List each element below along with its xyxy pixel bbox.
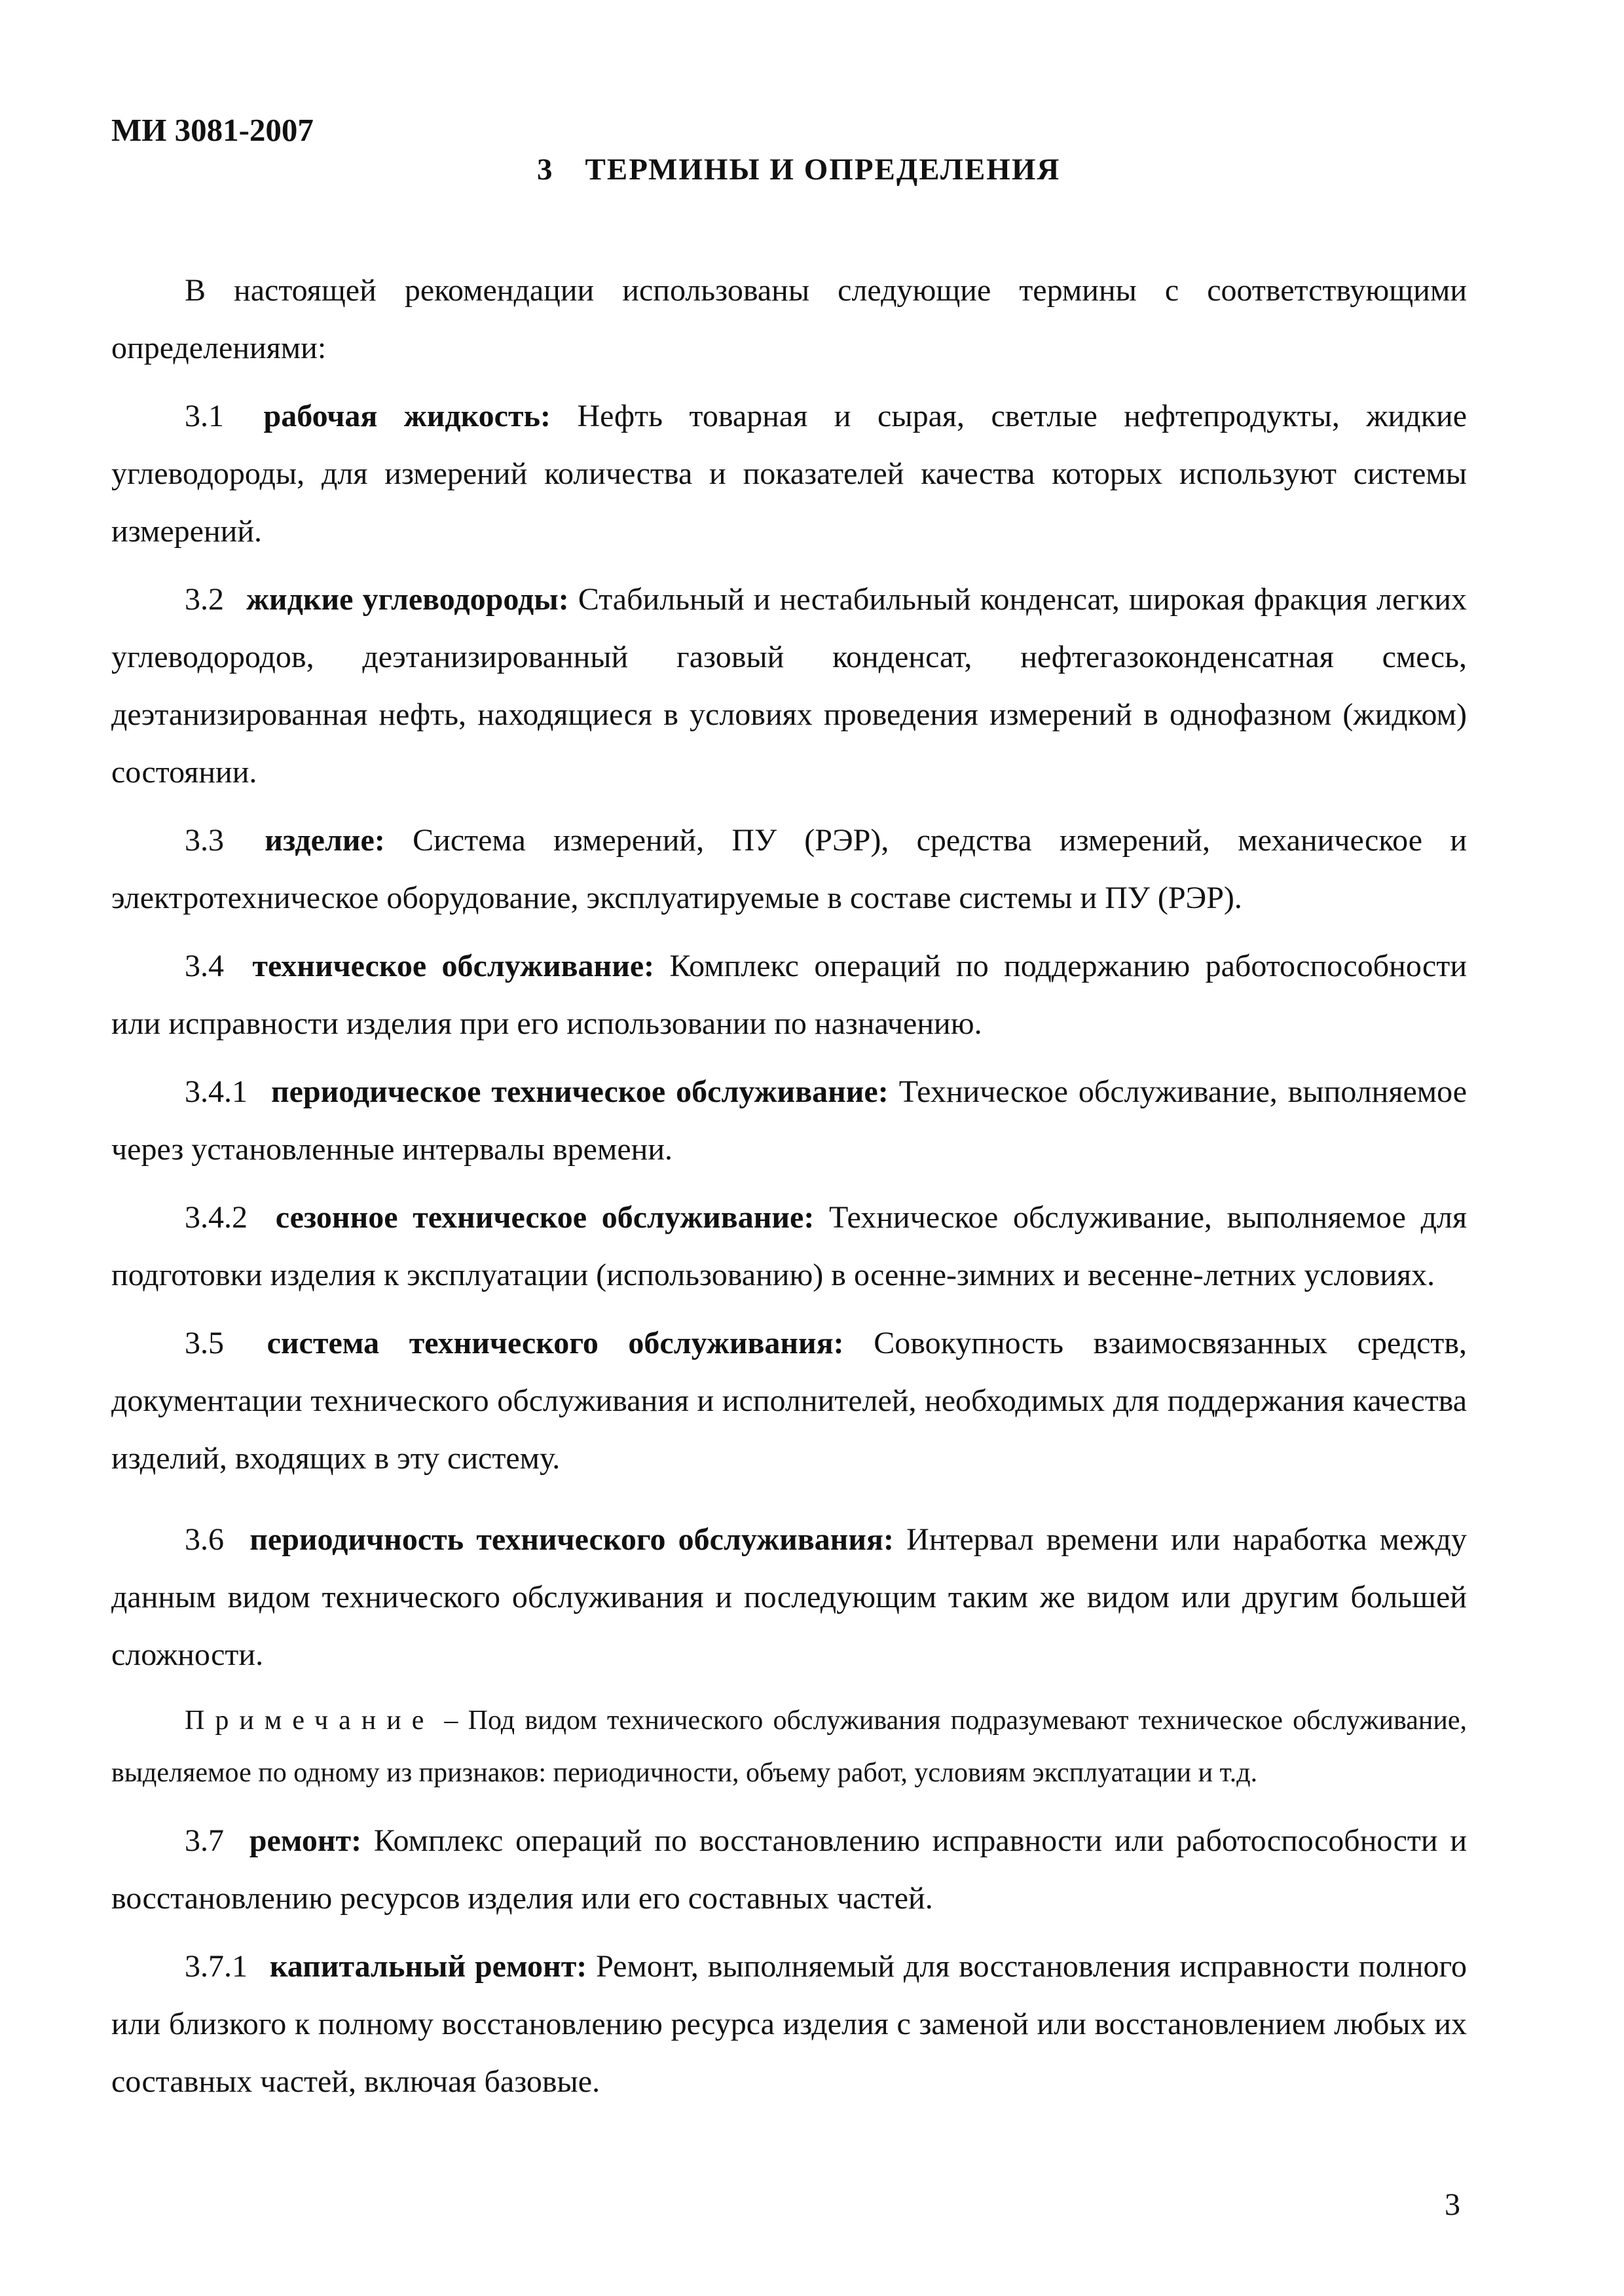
document-body	[111, 262, 1467, 2121]
term-name: система технического обслуживания:	[267, 1326, 844, 1360]
term-definition: Техническое обслуживание, выполняемое для подготовки изделия к эксплуатации (использованию) в осенне-зимних и весенне-летних условиях.	[111, 1200, 1467, 1292]
term-3-7	[111, 1812, 1467, 1927]
term-number: 3.7.1	[185, 1949, 248, 1984]
note-label: Примечание	[185, 1705, 435, 1736]
document-code: МИ 3081-2007	[111, 112, 314, 148]
term-number: 3.4	[185, 949, 224, 983]
term-number: 3.5	[185, 1326, 224, 1360]
term-definition: Совокупность взаимосвязанных средств, документации технического обслуживания и исполнителей, необходимых для поддержания качества изделий, входящих в эту систему.	[111, 1326, 1467, 1476]
intro-paragraph: В настоящей рекомендации использованы следующие термины с соответствующими определениями:	[111, 273, 1467, 365]
term-3-6	[111, 1511, 1467, 1684]
term-number: 3.1	[185, 399, 224, 433]
note-paragraph	[111, 1694, 1467, 1799]
term-definition: Комплекс операций по поддержанию работоспособности или исправности изделия при его использовании по назначению.	[111, 949, 1467, 1041]
term-number: 3.3	[185, 823, 224, 858]
page-number: 3	[1445, 2187, 1460, 2222]
term-name: рабочая жидкость:	[263, 399, 551, 433]
term-3-7-1	[111, 1938, 1467, 2111]
term-3-5	[111, 1315, 1467, 1487]
term-name: техническое обслуживание:	[252, 949, 655, 983]
term-name: периодичность технического обслуживания:	[249, 1522, 894, 1557]
term-name: капитальный ремонт:	[269, 1949, 587, 1984]
term-3-4-2	[111, 1189, 1467, 1304]
term-3-4	[111, 938, 1467, 1053]
term-name: сезонное техническое обслуживание:	[275, 1200, 815, 1235]
term-definition: Комплекс операций по восстановлению исправности или работоспособности и восстановлению ресурсов изделия или его составных частей.	[111, 1823, 1467, 1916]
section-title: ТЕРМИНЫ И ОПРЕДЕЛЕНИЯ	[585, 153, 1061, 187]
term-definition: Система измерений, ПУ (РЭР), средства измерений, механическое и электротехническое оборудование, эксплуатируемые в составе системы и ПУ (РЭР).	[111, 823, 1467, 915]
term-name: изделие:	[265, 823, 385, 858]
term-number: 3.4.1	[185, 1074, 248, 1109]
term-definition: Нефть товарная и сырая, светлые нефтепродукты, жидкие углеводороды, для измерений количества и показателей качества которых используют системы измерений.	[111, 399, 1467, 549]
term-3-3	[111, 812, 1467, 927]
term-name: периодическое техническое обслуживание:	[270, 1074, 889, 1109]
term-name: жидкие углеводороды:	[246, 582, 569, 617]
term-definition: Интервал времени или наработка между данным видом технического обслуживания и последующим таким же видом или другим большей сложности.	[111, 1522, 1467, 1672]
term-3-2	[111, 571, 1467, 801]
term-number: 3.2	[185, 582, 224, 617]
section-number: 3	[537, 153, 554, 187]
section-heading	[537, 152, 1060, 187]
term-definition: Стабильный и нестабильный конденсат, широкая фракция легких углеводородов, деэтанизированный газовый конденсат, нефтегазоконденсатная смесь, деэтанизированная нефть, находящиеся в условиях проведения измерений в однофазном (жидком) состоянии.	[111, 582, 1467, 790]
term-name: ремонт:	[249, 1823, 362, 1858]
term-3-4-1	[111, 1063, 1467, 1178]
note-text: – Под видом технического обслуживания подразумевают техническое обслуживание, выделяемое по одному из признаков: периодичности, объему работ, условиям эксплуатации и т.д.	[111, 1705, 1467, 1788]
term-3-1	[111, 388, 1467, 560]
term-definition: Ремонт, выполняемый для восстановления исправности полного или близкого к полному восстановлению ресурса изделия с заменой или восстановлением любых их составных частей, включая базовые.	[111, 1949, 1467, 2099]
term-number: 3.4.2	[185, 1200, 248, 1235]
term-number: 3.7	[185, 1823, 224, 1858]
term-definition: Техническое обслуживание, выполняемое через установленные интервалы времени.	[111, 1074, 1467, 1167]
term-number: 3.6	[185, 1522, 224, 1557]
